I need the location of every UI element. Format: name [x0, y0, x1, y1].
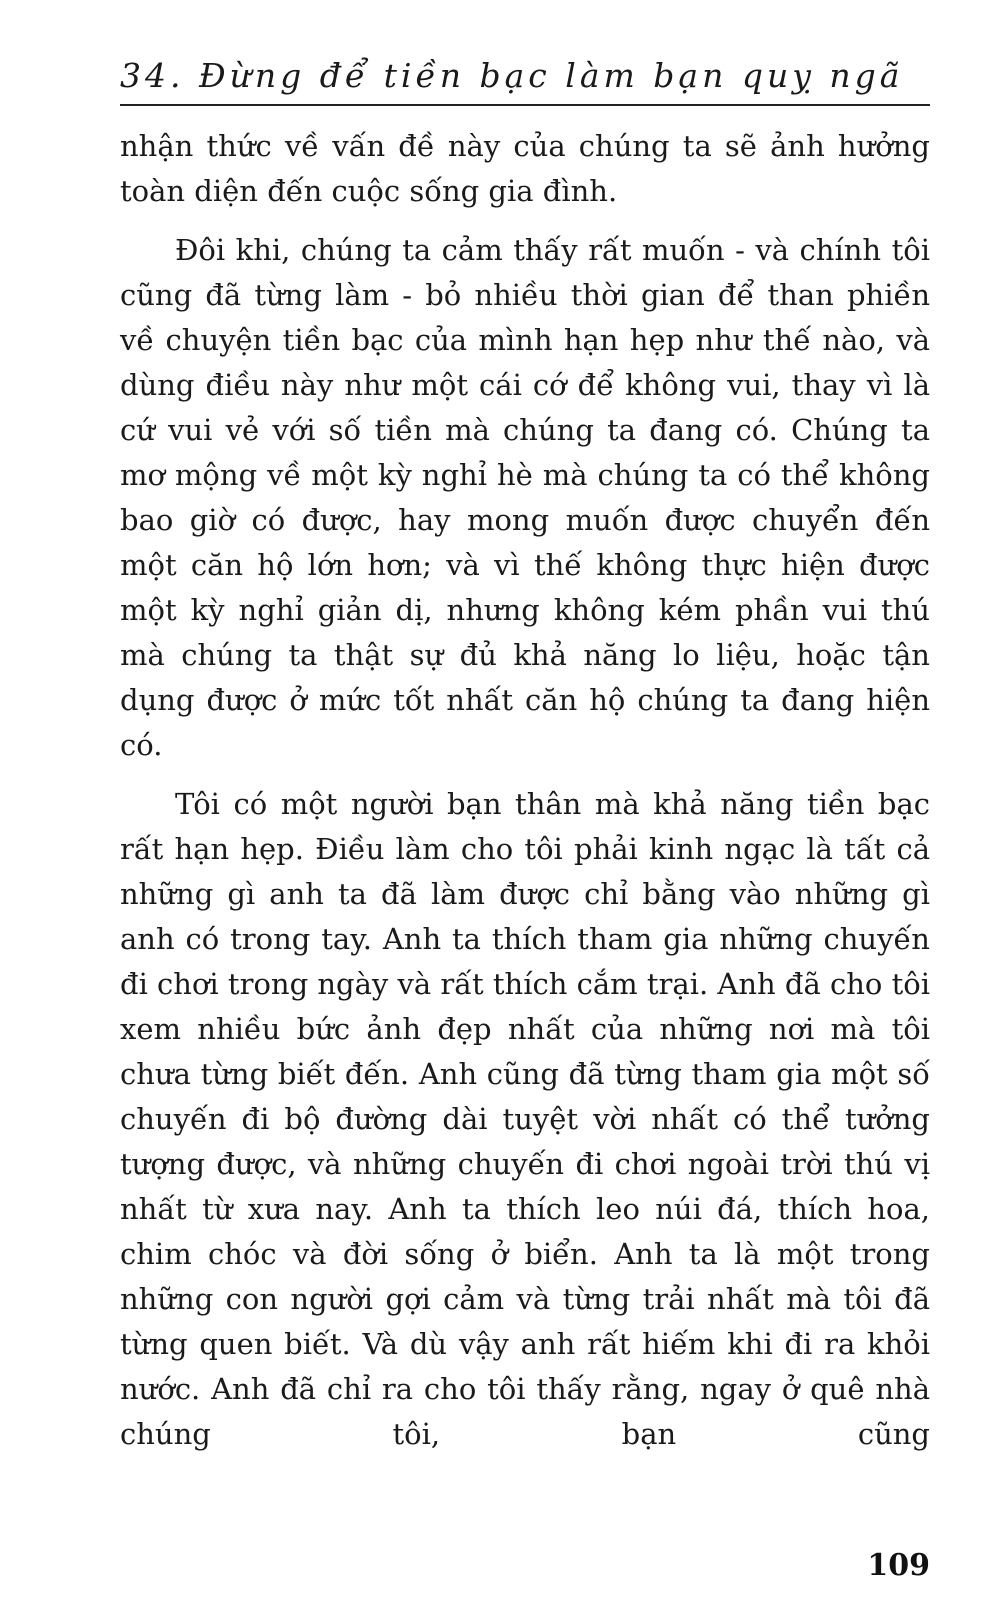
- paragraph: Tôi có một người bạn thân mà khả năng tiền bạc rất hạn hẹp. Điều làm cho tôi phải kinh ngạc là tất cả những gì anh ta đã làm được chỉ bằng vào những gì anh có trong tay. Anh ta thích tham gia những chuyến đi chơi trong ngày và rất thích cắm trại. Anh đã cho tôi xem nhiều bức ảnh đẹp nhất của những nơi mà tôi chưa từng biết đến. Anh cũng đã từng tham gia một số chuyến đi bộ đường dài tuyệt vời nhất có thể tưởng tượng được, và những chuyến đi chơi ngoài trời thú vị nhất từ xưa nay. Anh ta thích leo núi đá, thích hoa, chim chóc và đời sống ở biển. Anh ta là một trong những con người gợi cảm và từng trải nhất mà tôi đã từng quen biết. Và dù vậy anh rất hiếm khi đi ra khỏi nước. Anh đã chỉ ra cho tôi thấy rằng, ngay ở quê nhà chúng tôi, bạn cũng: [120, 787, 930, 1451]
- page-number: 109: [867, 1548, 930, 1583]
- header-rule: [120, 104, 930, 106]
- running-head: 34. Đừng để tiền bạc làm bạn quỵ ngã: [120, 56, 904, 95]
- paragraph-continuation: nhận thức về vấn đề này của chúng ta sẽ ảnh hưởng toàn diện đến cuộc sống gia đình.: [120, 129, 930, 208]
- body-text: [120, 124, 930, 1457]
- paragraph: Đôi khi, chúng ta cảm thấy rất muốn - và chính tôi cũng đã từng làm - bỏ nhiều thời gian để than phiền về chuyện tiền bạc của mình hạn hẹp như thế nào, và dùng điều này như một cái cớ để không vui, thay vì là cứ vui vẻ với số tiền mà chúng ta đang có. Chúng ta mơ mộng về một kỳ nghỉ hè mà chúng ta có thể không bao giờ có được, hay mong muốn được chuyển đến một căn hộ lớn hơn; và vì thế không thực hiện được một kỳ nghỉ giản dị, nhưng không kém phần vui thú mà chúng ta thật sự đủ khả năng lo liệu, hoặc tận dụng được ở mức tốt nhất căn hộ chúng ta đang hiện có.: [120, 233, 930, 762]
